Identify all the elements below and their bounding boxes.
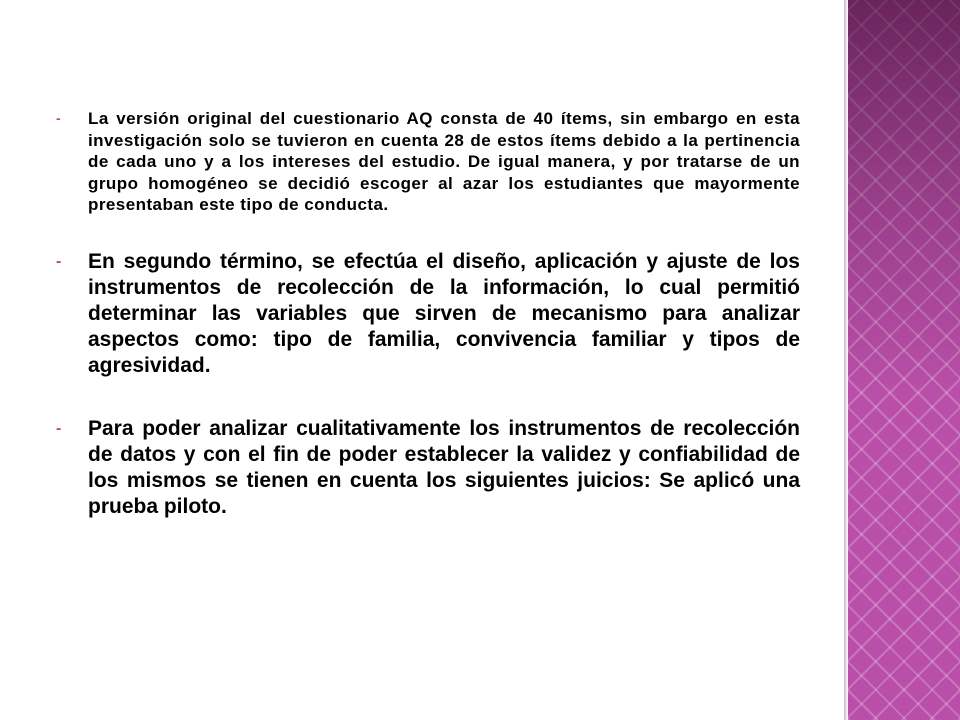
- bullet-item-instrument-design: [56, 249, 800, 379]
- dash-bullet-icon: -: [56, 252, 62, 270]
- dash-bullet-icon: -: [56, 419, 62, 437]
- dash-bullet-icon: -: [56, 110, 62, 126]
- bullet-item-aq-questionnaire: [56, 108, 800, 216]
- paragraph-pilot-test: Para poder analizar cualitativamente los instrumentos de recolección de datos y con el fin de poder establecer la validez y confiabilidad de los mismos se tienen en cuenta los siguientes juicios: Se aplicó una prueba piloto.: [88, 416, 800, 518]
- paragraph-aq-questionnaire: La versión original del cuestionario AQ consta de 40 ítems, sin embargo en esta investigación solo se tuvieron en cuenta 28 de estos ítems debido a la pertinencia de cada uno y a los intereses del estudio. De igual manera, y por tratarse de un grupo homogéneo se decidió escoger al azar los estudiantes que mayormente presentaban este tipo de conducta.: [88, 109, 800, 214]
- paragraph-instrument-design: En segundo término, se efectúa el diseño, aplicación y ajuste de los instrumentos de recolección de la información, lo cual permitió determinar las variables que sirven de mecanismo para analizar aspectos como: tipo de familia, convivencia familiar y tipos de agresividad.: [88, 249, 800, 377]
- slide-content: [56, 108, 800, 520]
- bullet-item-pilot-test: [56, 416, 800, 520]
- decorative-side-band: [848, 0, 960, 720]
